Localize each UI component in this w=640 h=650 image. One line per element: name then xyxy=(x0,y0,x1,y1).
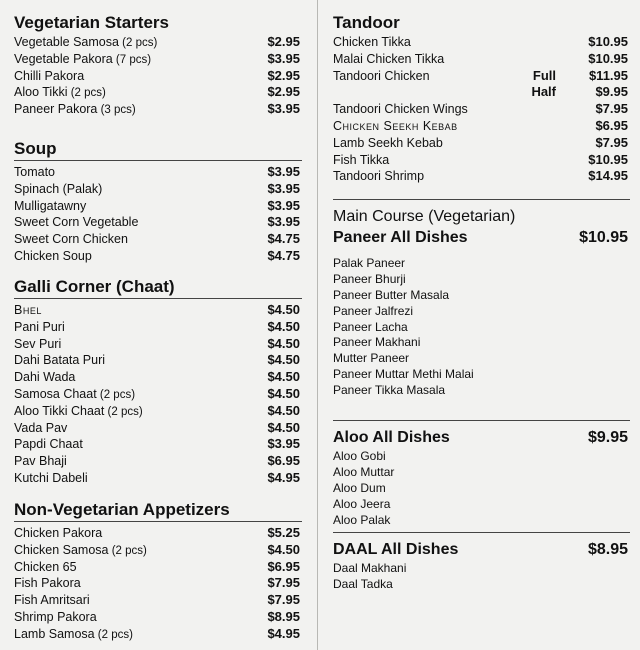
subsection-header xyxy=(333,227,630,249)
item-price: $4.50 xyxy=(267,318,300,334)
item-name: Sev Puri xyxy=(14,336,62,351)
section-rule xyxy=(333,532,630,533)
item-price: $4.50 xyxy=(267,302,300,317)
section-daal xyxy=(333,532,630,593)
item-name: Spinach (Palak) xyxy=(14,181,103,196)
section-title: Main Course (Vegetarian) xyxy=(333,208,516,225)
dish-item: Paneer Butter Masala xyxy=(333,287,450,302)
item-price: $4.95 xyxy=(267,625,300,641)
menu-item xyxy=(14,592,302,609)
menu-item xyxy=(14,386,302,403)
section-header xyxy=(333,539,630,561)
item-name: Sweet Corn Chicken xyxy=(14,232,128,247)
menu-item xyxy=(333,68,630,85)
menu-item xyxy=(14,559,302,576)
dish-item: Paneer Tikka Masala xyxy=(333,383,446,398)
menu-item xyxy=(14,575,302,592)
item-name: Aloo Tikki Chaat (2 pcs) xyxy=(14,403,143,418)
item-name: Vegetable Pakora (7 pcs) xyxy=(14,51,152,66)
item-name: Paneer Pakora (3 pcs) xyxy=(14,102,136,117)
menu-item xyxy=(333,118,630,135)
menu-item xyxy=(14,609,302,626)
item-price: $6.95 xyxy=(595,117,628,133)
section-vegetarian-starters xyxy=(14,12,302,118)
item-price: $8.95 xyxy=(267,608,300,624)
dish-item: Paneer Bhurji xyxy=(333,271,406,286)
section-aloo xyxy=(333,420,630,528)
item-price: $7.95 xyxy=(267,575,300,591)
section-title: DAAL All Dishes xyxy=(333,541,459,558)
item-price: $4.50 xyxy=(267,385,300,401)
section-galli-corner xyxy=(14,276,302,487)
item-price: $5.25 xyxy=(267,525,300,540)
item-name: Chilli Pakora xyxy=(14,68,85,83)
section-title: Non-Vegetarian Appetizers xyxy=(14,500,230,519)
item-price: $7.95 xyxy=(595,134,628,150)
section-title: Aloo All Dishes xyxy=(333,429,450,446)
item-name: Tandoori Chicken xyxy=(333,68,430,83)
menu-item xyxy=(14,319,302,336)
subsection-price: $10.95 xyxy=(579,229,628,246)
item-price: $14.95 xyxy=(588,168,628,184)
menu-item xyxy=(333,101,630,118)
section-title: Vegetarian Starters xyxy=(14,13,169,32)
menu-item xyxy=(333,135,630,152)
section-rule xyxy=(333,199,630,200)
item-name: Chicken Soup xyxy=(14,248,92,263)
dish-item: Aloo Palak xyxy=(333,512,391,527)
section-rule xyxy=(14,521,302,522)
item-price: $3.95 xyxy=(267,214,300,230)
section-rule xyxy=(333,420,630,421)
item-price: $4.50 xyxy=(267,352,300,368)
item-name: Chicken Pakora xyxy=(14,526,103,540)
item-price: $4.50 xyxy=(267,402,300,418)
dish-item: Mutter Paneer xyxy=(333,351,410,366)
item-name: Lamb Seekh Kebab xyxy=(333,135,443,150)
item-name: Chicken 65 xyxy=(14,559,77,574)
dish-item: Paneer Makhani xyxy=(333,335,421,350)
item-name: Tandoori Shrimp xyxy=(333,169,425,184)
menu-item xyxy=(14,34,302,51)
item-name: Dahi Batata Puri xyxy=(14,353,106,368)
item-name: Sweet Corn Vegetable xyxy=(14,215,139,230)
menu-item xyxy=(14,51,302,68)
item-name: Fish Tikka xyxy=(333,152,390,167)
menu-item xyxy=(14,525,302,542)
menu-item xyxy=(333,168,630,185)
item-name: Kutchi Dabeli xyxy=(14,470,88,485)
section-rule xyxy=(14,298,302,299)
item-name: Aloo Tikki (2 pcs) xyxy=(14,85,106,100)
menu-item xyxy=(14,420,302,437)
menu-item xyxy=(14,336,302,353)
item-price: $2.95 xyxy=(267,67,300,83)
item-price: $10.95 xyxy=(588,151,628,167)
item-price: $6.95 xyxy=(267,558,300,574)
menu-item xyxy=(333,51,630,68)
section-soup xyxy=(14,138,302,265)
item-price: $7.95 xyxy=(595,101,628,117)
item-price: $9.95 xyxy=(595,84,628,100)
menu-item xyxy=(14,302,302,319)
item-price: $3.95 xyxy=(267,101,300,117)
item-price: $4.50 xyxy=(267,369,300,385)
dish-item: Paneer Muttar Methi Malai xyxy=(333,367,474,382)
item-name: Shrimp Pakora xyxy=(14,609,97,624)
menu-item xyxy=(14,164,302,181)
subsection-title: Paneer All Dishes xyxy=(333,229,468,246)
item-name: Dahi Wada xyxy=(14,370,76,385)
item-name: Fish Pakora xyxy=(14,576,81,591)
section-non-veg-appetizers xyxy=(14,499,302,643)
item-name: Papdi Chaat xyxy=(14,437,83,452)
menu-item xyxy=(14,214,302,231)
menu-item xyxy=(14,198,302,215)
item-price: $10.95 xyxy=(588,34,628,49)
menu-item xyxy=(14,369,302,386)
section-tandoor xyxy=(333,12,630,185)
section-rule xyxy=(14,160,302,161)
item-name: Malai Chicken Tikka xyxy=(333,51,445,66)
menu-item xyxy=(14,470,302,487)
item-name: Vada Pav xyxy=(14,420,68,435)
section-price: $8.95 xyxy=(587,541,628,558)
menu-item xyxy=(14,626,302,643)
menu-item xyxy=(14,436,302,453)
item-price: $3.95 xyxy=(267,436,300,452)
menu-item xyxy=(14,248,302,265)
menu-item xyxy=(14,181,302,198)
menu-item xyxy=(333,84,630,101)
item-name: Vegetable Samosa (2 pcs) xyxy=(14,35,158,49)
item-name: Tandoori Chicken Wings xyxy=(333,102,468,117)
item-name: Samosa Chaat (2 pcs) xyxy=(14,386,136,401)
item-price: $4.50 xyxy=(267,419,300,435)
item-name: Bhel xyxy=(14,303,42,317)
dish-item: Daal Tadka xyxy=(333,576,393,591)
item-price: $4.75 xyxy=(267,247,300,263)
item-size: Half xyxy=(531,84,556,100)
menu-item xyxy=(333,152,630,169)
menu-item xyxy=(14,453,302,470)
dish-item: Paneer Jalfrezi xyxy=(333,303,414,318)
menu-item xyxy=(14,68,302,85)
menu-item xyxy=(14,231,302,248)
item-price: $2.95 xyxy=(267,84,300,100)
column-divider xyxy=(317,0,318,650)
menu-item xyxy=(14,352,302,369)
item-name: Pav Bhaji xyxy=(14,454,67,469)
dish-item: Aloo Dum xyxy=(333,480,386,495)
item-price: $3.95 xyxy=(267,50,300,66)
menu-item xyxy=(14,403,302,420)
item-price: $4.50 xyxy=(267,541,300,557)
section-title: Tandoor xyxy=(333,13,400,32)
item-name: Chicken Samosa (2 pcs) xyxy=(14,542,147,557)
item-price: $2.95 xyxy=(267,34,300,49)
item-name: Chicken Tikka xyxy=(333,35,411,49)
item-price: $7.95 xyxy=(267,592,300,608)
item-name: Lamb Samosa (2 pcs) xyxy=(14,626,133,641)
section-header xyxy=(333,427,630,449)
item-size: Full xyxy=(532,67,556,83)
item-name: Chicken Seekh Kebab xyxy=(333,118,458,133)
dish-item: Paneer Lacha xyxy=(333,319,408,334)
dish-item: Aloo Muttar xyxy=(333,464,395,479)
menu-item xyxy=(333,34,630,51)
menu-item xyxy=(14,542,302,559)
section-title: Galli Corner (Chaat) xyxy=(14,277,175,296)
dish-item: Palak Paneer xyxy=(333,256,406,270)
item-name: Tomato xyxy=(14,165,55,179)
item-name: Mulligatawny xyxy=(14,198,87,213)
section-price: $9.95 xyxy=(587,429,628,446)
menu-item xyxy=(14,101,302,118)
item-name: Pani Puri xyxy=(14,319,65,334)
item-name: Fish Amritsari xyxy=(14,593,90,608)
item-price: $4.50 xyxy=(267,335,300,351)
item-price: $4.75 xyxy=(267,231,300,247)
dish-item: Aloo Gobi xyxy=(333,449,386,463)
section-main-course xyxy=(333,199,630,399)
item-price: $6.95 xyxy=(267,453,300,469)
item-price: $10.95 xyxy=(588,50,628,66)
menu-item xyxy=(14,84,302,101)
item-price: $3.95 xyxy=(267,197,300,213)
item-price: $11.95 xyxy=(588,67,628,83)
dish-item: Aloo Jeera xyxy=(333,496,391,511)
item-price: $3.95 xyxy=(267,164,300,179)
section-title: Soup xyxy=(14,139,57,158)
dish-item: Daal Makhani xyxy=(333,561,407,575)
item-price: $3.95 xyxy=(267,180,300,196)
item-price: $4.95 xyxy=(267,469,300,485)
